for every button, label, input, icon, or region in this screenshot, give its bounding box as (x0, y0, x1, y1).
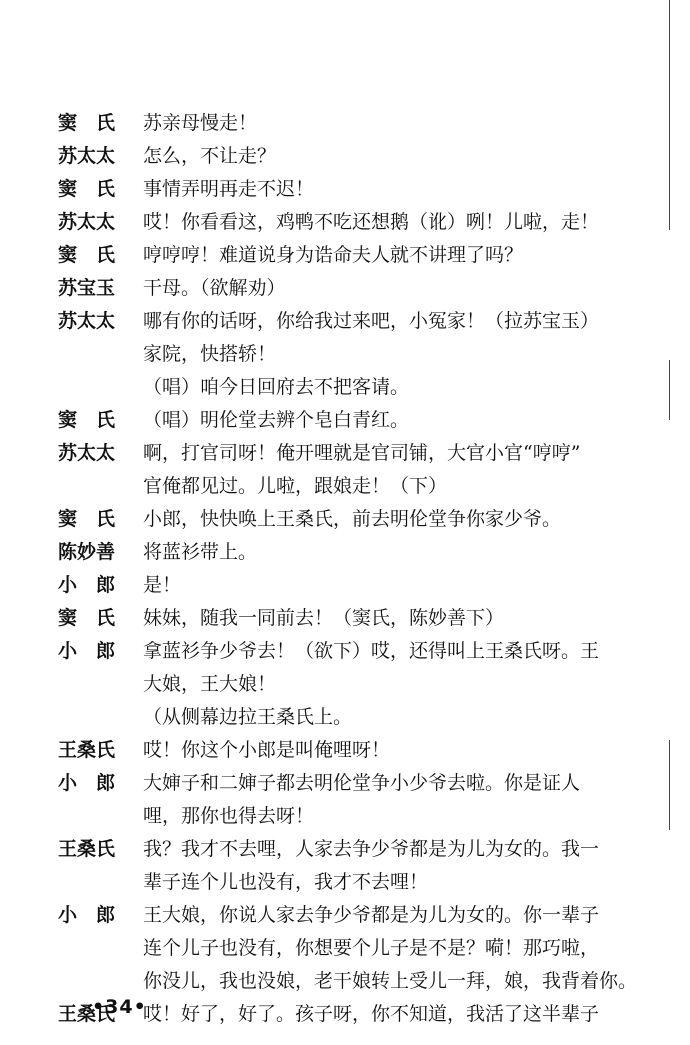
dialogue-text (143, 206, 648, 239)
dialogue-line: 我？我才不去哩，人家去争少爷都是为儿为女的。我一 (143, 838, 600, 860)
dialogue-entry (58, 734, 648, 767)
dialogue-line: 哎！好了，好了。孩子呀，你不知道，我活了这半辈子 (143, 1003, 600, 1025)
dialogue-line: 拿蓝衫争少爷去！（欲下）哎，还得叫上王桑氏呀。王 (143, 640, 600, 662)
dialogue-line: （唱）咱今日回府去不把客请。 (143, 376, 410, 398)
dialogue-text (143, 569, 648, 602)
play-script (58, 107, 648, 1031)
dialogue-line: 连个儿子也没有，你想要个儿子是不是？嗬！那巧啦， (143, 937, 600, 959)
dialogue-line: 你没儿，我也没娘，老干娘转上受儿一拜，娘，我背着你。 (143, 970, 638, 992)
stage-direction: （从侧幕边拉王桑氏上。 (143, 706, 353, 728)
dialogue-line: 哎！你这个小郎是叫俺哩呀！ (143, 739, 391, 761)
speaker-name: 王桑氏 (58, 838, 116, 860)
page-number: •34• (92, 996, 147, 1018)
dialogue-text (143, 272, 648, 305)
dialogue-line: 是！ (143, 574, 182, 596)
speaker-name: 小 郎 (58, 574, 116, 596)
speaker-name: 小 郎 (58, 772, 116, 794)
speaker-name: 苏太太 (58, 145, 116, 167)
dialogue-entry (58, 833, 648, 899)
dialogue-entry (58, 899, 648, 998)
dialogue-line: 啊，打官司呀！俺开哩就是官司铺，大官小官“哼哼” (143, 442, 581, 464)
dialogue-line: 官俺都见过。儿啦，跟娘走！（下） (143, 475, 448, 497)
dialogue-line: 大婶子和二婶子都去明伦堂争小少爷去啦。你是证人 (143, 772, 581, 794)
speaker-name: 窦 氏 (58, 244, 116, 266)
speaker-name: 窦 氏 (58, 607, 116, 629)
speaker-name: 小 郎 (58, 640, 116, 662)
dialogue-line: 将蓝衫带上。 (143, 541, 258, 563)
speaker-name: 苏太太 (58, 442, 116, 464)
margin-rule (669, 360, 670, 420)
dialogue-text (143, 833, 648, 899)
dialogue-text (143, 503, 648, 536)
dialogue-entry (58, 173, 648, 206)
dialogue-entry (58, 536, 648, 569)
dialogue-entry (58, 767, 648, 833)
dialogue-entry (58, 404, 648, 437)
dialogue-line: （唱）明伦堂去辨个皂白青红。 (143, 409, 410, 431)
dialogue-entry (58, 569, 648, 602)
speaker-name: 窦 氏 (58, 178, 116, 200)
dialogue-line: 干母。（欲解劝） (143, 277, 286, 299)
dialogue-entry (58, 305, 648, 404)
speaker-name: 王桑氏 (58, 1003, 116, 1025)
speaker-name: 王桑氏 (58, 739, 116, 761)
dialogue-line: 家院，快搭轿！ (143, 343, 277, 365)
dialogue-entry (58, 635, 648, 734)
dialogue-text (143, 107, 648, 140)
dialogue-line: 辈子连个儿也没有，我才不去哩！ (143, 871, 429, 893)
dialogue-line: 哎！你看看这，鸡鸭不吃还想鹅（讹）咧！儿啦，走！ (143, 211, 600, 233)
dialogue-text (143, 767, 648, 833)
dialogue-text (143, 239, 648, 272)
dialogue-line: 大娘，王大娘！ (143, 673, 277, 695)
speaker-name: 窦 氏 (58, 409, 116, 431)
dialogue-entry (58, 503, 648, 536)
speaker-name: 窦 氏 (58, 508, 116, 530)
margin-rule (669, 0, 670, 230)
dialogue-line: 苏亲母慢走！ (143, 112, 258, 134)
dialogue-text (143, 140, 648, 173)
dialogue-line: 妹妹，随我一同前去！（窦氏，陈妙善下） (143, 607, 505, 629)
dialogue-text (143, 734, 648, 767)
dialogue-line: 事情弄明再走不迟！ (143, 178, 315, 200)
dialogue-entry (58, 602, 648, 635)
speaker-name: 陈妙善 (58, 541, 116, 563)
speaker-name: 苏宝玉 (58, 277, 116, 299)
speaker-name: 苏太太 (58, 310, 116, 332)
dialogue-text (143, 998, 648, 1031)
dialogue-text (143, 635, 648, 734)
speaker-name: 苏太太 (58, 211, 116, 233)
dialogue-line: 怎么，不让走？ (143, 145, 277, 167)
dialogue-entry (58, 140, 648, 173)
dialogue-entry (58, 437, 648, 503)
dialogue-entry (58, 239, 648, 272)
dialogue-entry (58, 206, 648, 239)
dialogue-line: 哩，那你也得去呀！ (143, 805, 315, 827)
margin-rule (669, 740, 670, 830)
dialogue-entry (58, 107, 648, 140)
dialogue-text (143, 536, 648, 569)
speaker-name: 窦 氏 (58, 112, 116, 134)
dialogue-line: 哼哼哼！难道说身为诰命夫人就不讲理了吗？ (143, 244, 524, 266)
dialogue-text (143, 602, 648, 635)
speaker-name: 小 郎 (58, 904, 116, 926)
dialogue-line: 小郎，快快唤上王桑氏，前去明伦堂争你家少爷。 (143, 508, 562, 530)
dialogue-text (143, 899, 648, 998)
dialogue-text (143, 173, 648, 206)
dialogue-line: 哪有你的话呀，你给我过来吧，小冤家！（拉苏宝玉） (143, 310, 600, 332)
dialogue-text (143, 305, 648, 404)
dialogue-text (143, 437, 648, 503)
dialogue-line: 王大娘，你说人家去争少爷都是为儿为女的。你一辈子 (143, 904, 600, 926)
dialogue-entry (58, 272, 648, 305)
dialogue-text (143, 404, 648, 437)
